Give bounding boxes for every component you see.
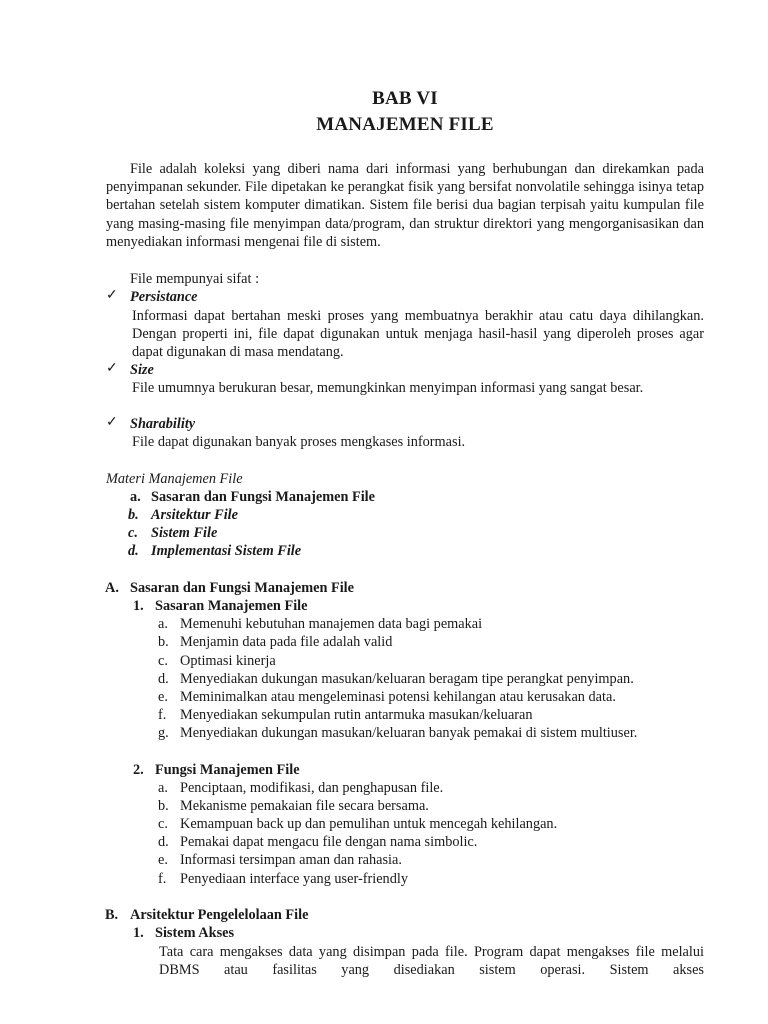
list-marker: d. — [128, 543, 139, 559]
section-marker: B. — [105, 907, 119, 923]
checkmark-icon: ✓ — [106, 361, 118, 376]
subsection-marker: 1. — [133, 598, 144, 614]
sifat-sharability-desc: File dapat digunakan banyak proses mengkases informasi. — [132, 434, 466, 450]
sistem-akses-paragraph: Tata cara mengakses data yang disimpan pada file. Program dapat mengakses file melalui DBMS atau fasilitas yang disediakan sistem operasi. Sistem akses — [159, 944, 704, 979]
list-item: Optimasi kinerja — [180, 653, 276, 669]
list-marker: d. — [158, 834, 169, 850]
materi-item: Arsitektur File — [151, 507, 238, 523]
list-marker: c. — [128, 525, 138, 541]
list-marker: d. — [158, 671, 169, 687]
materi-item: Sasaran dan Fungsi Manajemen File — [151, 489, 376, 505]
list-item: Kemampuan back up dan pemulihan untuk mencegah kehilangan. — [180, 816, 558, 832]
materi-item: Sistem File — [151, 525, 218, 541]
intro-paragraph: File adalah koleksi yang diberi nama dari informasi yang berhubungan dan direkamkan pada penyimpanan sekunder. File dipetakan ke perangkat fisik yang bersifat nonvolatile sehingga isinya tetap bertahan setelah sistem komputer dimatikan. Sistem file berisi dua bagian terpisah yaitu kumpulan file yang masing-masing file menyimpan data/program, dan struktur direktori yang mengorganisasikan dan menyediakan informasi mengenai file di sistem. — [106, 161, 704, 250]
subsection-a1-title: Sasaran Manajemen File — [155, 598, 308, 614]
list-marker: c. — [158, 816, 168, 832]
sifat-size-desc: File umumnya berukuran besar, memungkinkan menyimpan informasi yang sangat besar. — [132, 380, 644, 396]
sifat-intro: File mempunyai sifat : — [130, 271, 260, 287]
list-item: Penyediaan interface yang user-friendly — [180, 871, 408, 887]
list-item: Mekanisme pemakaian file secara bersama. — [180, 798, 429, 814]
list-item: Informasi tersimpan aman dan rahasia. — [180, 852, 402, 868]
subsection-marker: 1. — [133, 925, 144, 941]
sifat-persistance-title: Persistance — [130, 289, 198, 305]
checkmark-icon: ✓ — [106, 415, 118, 430]
list-marker: f. — [158, 707, 167, 723]
sifat-size-title: Size — [130, 362, 154, 378]
list-marker: e. — [158, 852, 168, 868]
chapter-number: BAB VI — [372, 88, 438, 109]
sifat-persistance-desc: Informasi dapat bertahan meski proses yang membuatnya berakhir atau catu daya dihilangkan. Dengan properti ini, file dapat digunakan untuk menjaga hasil-hasil yang diperoleh proses agar dapat digunakan di masa mendatang. — [132, 308, 704, 361]
materi-heading: Materi Manajemen File — [106, 471, 243, 487]
subsection-b1-title: Sistem Akses — [155, 925, 235, 941]
section-b-title: Arsitektur Pengelelolaan File — [130, 907, 309, 923]
list-marker: f. — [158, 871, 167, 887]
list-item: Memenuhi kebutuhan manajemen data bagi pemakai — [180, 616, 483, 632]
list-item: Penciptaan, modifikasi, dan penghapusan file. — [180, 780, 444, 796]
checkmark-icon: ✓ — [106, 288, 118, 303]
list-marker: b. — [128, 507, 139, 523]
list-marker: b. — [158, 634, 169, 650]
list-item: Menyediakan sekumpulan rutin antarmuka masukan/keluaran — [180, 707, 533, 723]
section-a-title: Sasaran dan Fungsi Manajemen File — [130, 580, 355, 596]
list-marker: g. — [158, 725, 169, 741]
list-marker: a. — [130, 489, 141, 505]
list-marker: a. — [158, 780, 168, 796]
list-marker: c. — [158, 653, 168, 669]
subsection-marker: 2. — [133, 762, 144, 778]
list-marker: a. — [158, 616, 168, 632]
section-marker: A. — [105, 580, 119, 596]
list-item: Menyediakan dukungan masukan/keluaran beragam tipe perangkat penyimpan. — [180, 671, 634, 687]
list-marker: e. — [158, 689, 168, 705]
subsection-a2-title: Fungsi Manajemen File — [155, 762, 300, 778]
chapter-title: MANAJEMEN FILE — [316, 114, 494, 135]
list-item: Pemakai dapat mengacu file dengan nama simbolic. — [180, 834, 478, 850]
materi-item: Implementasi Sistem File — [151, 543, 302, 559]
list-item: Menyediakan dukungan masukan/keluaran banyak pemakai di sistem multiuser. — [180, 725, 638, 741]
sifat-sharability-title: Sharability — [130, 416, 196, 432]
list-item: Menjamin data pada file adalah valid — [180, 634, 393, 650]
list-marker: b. — [158, 798, 169, 814]
list-item: Meminimalkan atau mengeleminasi potensi kehilangan atau kerusakan data. — [180, 689, 616, 705]
